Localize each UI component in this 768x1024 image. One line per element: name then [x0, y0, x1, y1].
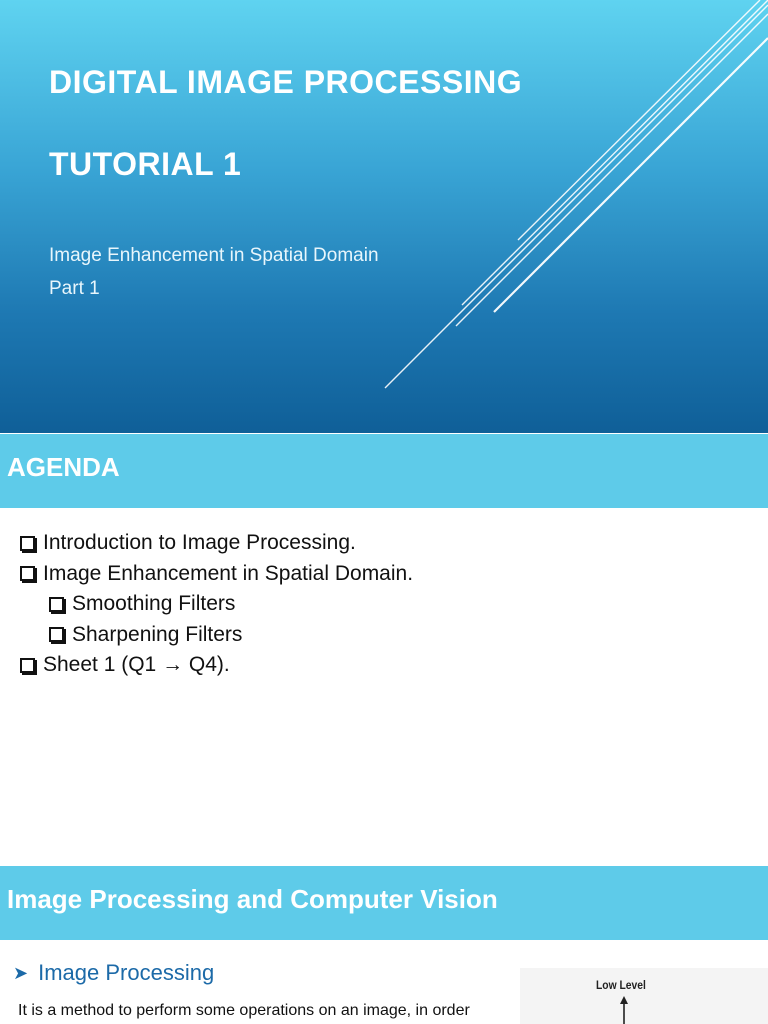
image-processing-definition: It is a method to perform some operations on an image, in order — [18, 1002, 470, 1019]
agenda-item-text: Image Enhancement in Spatial Domain. — [43, 561, 414, 585]
agenda-item-text: Smoothing Filters — [72, 592, 236, 616]
checkbox-bullet-icon — [20, 658, 35, 673]
processing-levels-diagram — [520, 968, 768, 1024]
agenda-item — [20, 650, 413, 681]
agenda-subitem — [20, 620, 413, 651]
agenda-item-text: Sharpening Filters — [72, 622, 243, 646]
agenda-item — [20, 559, 413, 590]
title-slide — [0, 0, 768, 433]
ipcv-header-bar — [0, 866, 768, 940]
checkbox-bullet-icon — [49, 627, 64, 642]
presentation-title: DIGITAL IMAGE PROCESSING — [49, 64, 523, 100]
agenda-subitem — [20, 589, 413, 620]
checkbox-bullet-icon — [20, 536, 35, 551]
ipcv-heading: Image Processing and Computer Vision — [7, 884, 498, 914]
checkbox-bullet-icon — [20, 566, 35, 581]
agenda-item-text: Introduction to Image Processing. — [43, 531, 356, 555]
presentation-subtitle: TUTORIAL 1 — [49, 146, 242, 182]
agenda-list — [20, 528, 413, 681]
agenda-header-bar — [0, 434, 768, 508]
image-processing-heading: Image Processing — [38, 960, 215, 985]
arrow-bullet-icon: ➤ — [13, 962, 29, 983]
low-level-label: Low Level — [596, 978, 646, 992]
agenda-item-text: Sheet 1 (Q1 → Q4). — [43, 653, 230, 677]
agenda-heading: AGENDA — [7, 452, 120, 482]
presentation-part: Part 1 — [49, 278, 100, 299]
checkbox-bullet-icon — [49, 597, 64, 612]
up-arrow-icon — [520, 968, 768, 1024]
presentation-description: Image Enhancement in Spatial Domain — [49, 245, 379, 266]
agenda-item — [20, 528, 413, 559]
image-processing-bullet — [13, 960, 214, 986]
